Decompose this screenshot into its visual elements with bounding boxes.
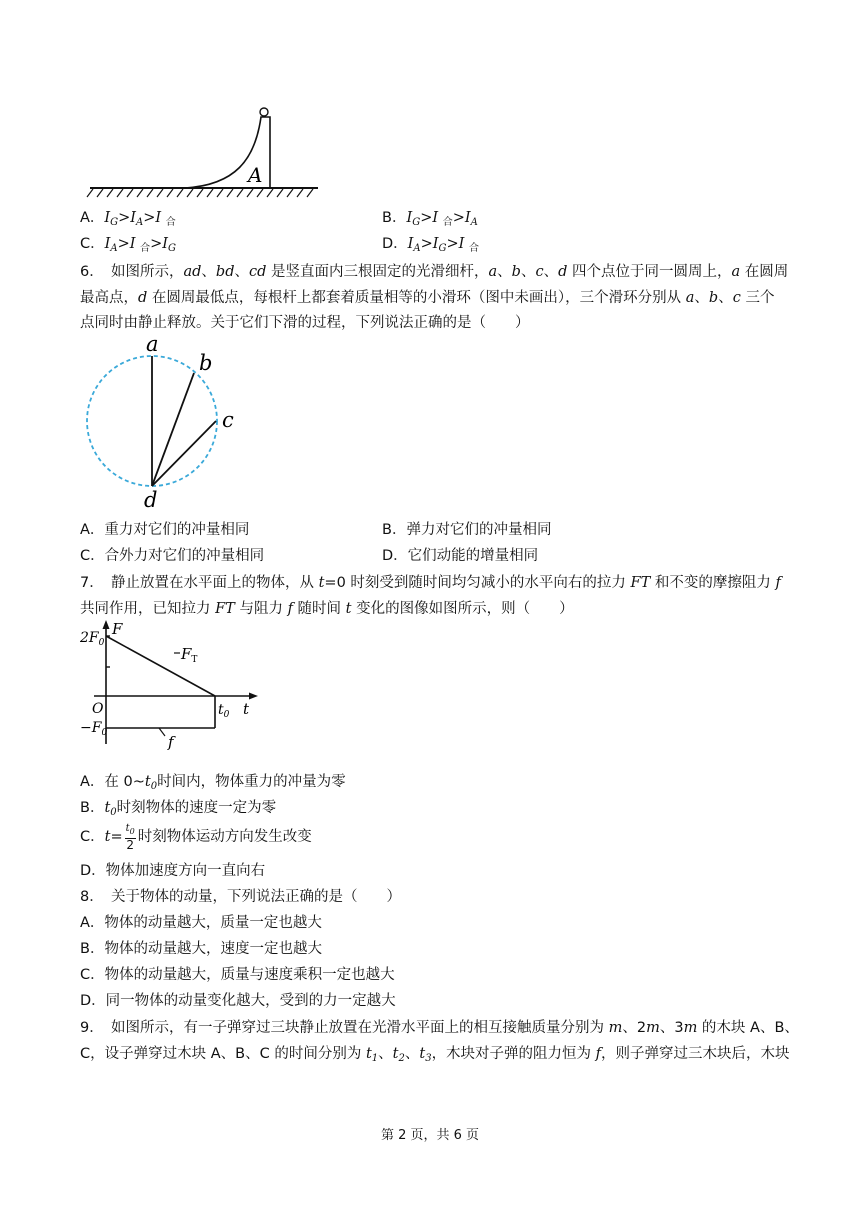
q6-label-b: b bbox=[199, 351, 213, 375]
q7-option-a: A．在 $0\sim t_0$时间内，物体重力的冲量为零 bbox=[80, 774, 346, 792]
q7-origin-label: O bbox=[92, 701, 104, 717]
q7-ft-label: $F_T$ bbox=[181, 645, 198, 665]
q5-block-label: A bbox=[248, 163, 263, 187]
q7-yneg-label: $-F_0$ bbox=[80, 720, 108, 738]
q6-figure bbox=[80, 332, 250, 515]
q5-option-b: B．$I_G>I$ $_合>I_A$ bbox=[382, 210, 478, 228]
q6-label-c: c bbox=[222, 408, 234, 432]
q6-option-a: A．重力对它们的冲量相同 bbox=[80, 522, 250, 538]
q6-option-b: B．弹力对它们的冲量相同 bbox=[382, 522, 552, 538]
q6-stem-line1: 6． 如图所示，ad、bd、cd 是竖直面内三根固定的光滑细杆，a、b、c、d 四个点位于同一圆周上，a 在圆周 bbox=[80, 264, 789, 280]
q9-stem-line1: 9． 如图所示，有一子弹穿过三块静止放置在光滑水平面上的相互接触质量分别为 m、2m、3m 的木块 A、B、 bbox=[80, 1020, 799, 1036]
q5-figure bbox=[85, 105, 325, 200]
q7-option-c: C．t= $\frac{t_0}{2}$ 时刻物体运动方向发生改变 bbox=[80, 823, 312, 852]
q8-option-b: B．物体的动量越大，速度一定也越大 bbox=[80, 941, 322, 957]
page-footer: 第 2 页，共 6 页 bbox=[380, 1128, 480, 1143]
q7-option-d: D．物体加速度方向一直向右 bbox=[80, 863, 266, 879]
q7-fraction: $\frac{t_0}{2}$ bbox=[125, 823, 135, 852]
q7-t0-label: $t_0$ bbox=[218, 702, 230, 720]
q6-stem-line3: 点同时由静止释放。关于它们下滑的过程，下列说法正确的是（ ） bbox=[80, 315, 530, 331]
q6-option-d: D．它们动能的增量相同 bbox=[382, 548, 539, 564]
q5-option-a: A．$I_G>I_A>I$ $_合$ bbox=[80, 210, 176, 228]
q7-stem-line2: 共同作用，已知拉力 FT 与阻力 f 随时间 t 变化的图像如图所示，则（ ） bbox=[80, 601, 574, 617]
q7-stem-line1: 7． 静止放置在水平面上的物体，从 t=0 时刻受到随时间均匀减小的水平向右的拉力 FT 和不变的摩擦阻力 f bbox=[80, 575, 781, 591]
q6-stem-line2: 最高点，d 在圆周最低点，每根杆上都套着质量相等的小滑环（图中未画出），三个滑环分别从 a、b、c 三个 bbox=[80, 290, 775, 306]
q7-taxis-label: t bbox=[243, 700, 250, 718]
q6-label-a: a bbox=[146, 332, 159, 356]
q8-option-c: C．物体的动量越大，质量与速度乘积一定也越大 bbox=[80, 967, 395, 983]
q8-option-d: D．同一物体的动量变化越大，受到的力一定越大 bbox=[80, 993, 396, 1009]
q6-label-d: d bbox=[144, 488, 158, 512]
q6-option-c: C．合外力对它们的冲量相同 bbox=[80, 548, 265, 564]
q7-yaxis-label: F bbox=[112, 620, 123, 638]
q7-figure bbox=[78, 620, 268, 755]
q8-option-a: A．物体的动量越大，质量一定也越大 bbox=[80, 915, 322, 931]
q7-option-b: B．$t_0$时刻物体的速度一定为零 bbox=[80, 800, 277, 818]
q7-ytop-label: $2F_0$ bbox=[80, 630, 105, 648]
q5-option-d: D．$I_A>I_G>I$ $_合$ bbox=[382, 236, 480, 254]
q5-option-c: C．$I_A>I$ $_合>I_G$ bbox=[80, 236, 176, 254]
q9-stem-line2: C，设子弹穿过木块 A、B、C 的时间分别为 $t_1$、$t_2$、$t_3$，木块对子弹的阻力恒为 f，则子弹穿过三木块后，木块 bbox=[80, 1046, 790, 1064]
q8-stem: 8． 关于物体的动量，下列说法正确的是（ ） bbox=[80, 889, 401, 905]
q7-f-label: f bbox=[168, 733, 174, 751]
